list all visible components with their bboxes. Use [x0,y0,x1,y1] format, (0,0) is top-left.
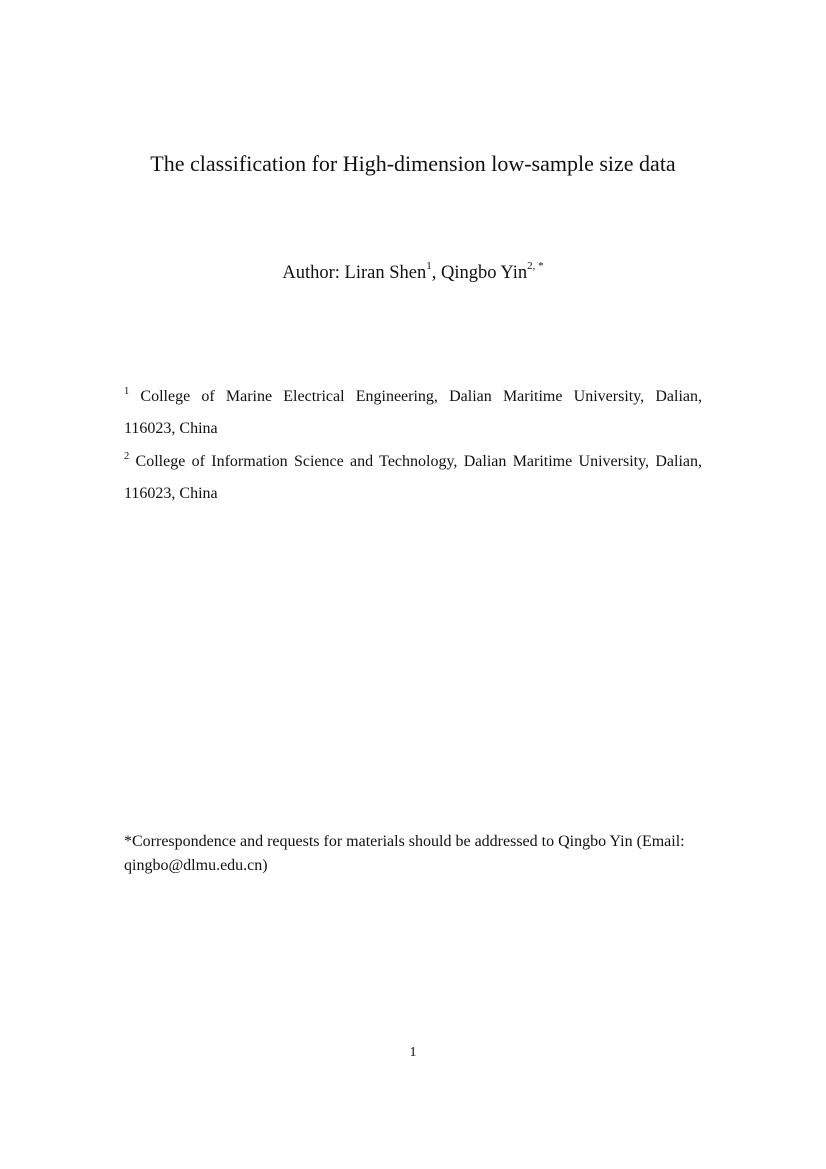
affiliation-2-line-2: 116023, China [124,485,218,502]
correspondence-line-2: qingbo@dlmu.edu.cn) [124,857,268,874]
author-separator: , [431,263,441,283]
affiliation-2-line-1 [124,446,702,478]
author-line [0,260,826,286]
author-name-2: Qingbo Yin [440,263,528,283]
affiliation-1-marker: 1 [124,385,130,397]
affiliation-1-line-2: 116023, China [124,420,218,437]
paper-title: The classification for High-dimension low-sample size data [150,151,676,176]
affiliation-2 [124,446,702,510]
author-affiliation-marker-1: 1 [426,259,432,272]
affiliation-1-line-1 [124,381,702,413]
author-prefix: Author: [282,263,345,283]
affiliation-2-text: College of Information Science and Technology, Dalian Maritime University, Dalian, [129,453,702,470]
affiliation-1-text: College of Marine Electrical Engineering, Dalian Maritime University, Dalian, [129,388,702,405]
author-name-1: Liran Shen [344,263,427,283]
author-affiliation-marker-2: 2, * [527,259,544,272]
correspondence-note [124,830,706,878]
affiliation-2-marker: 2 [124,450,130,462]
page-number: 1 [409,1045,417,1060]
affiliation-1 [124,381,702,445]
correspondence-line-1: *Correspondence and requests for materials should be addressed to Qingbo Yin (Email: [124,833,685,850]
